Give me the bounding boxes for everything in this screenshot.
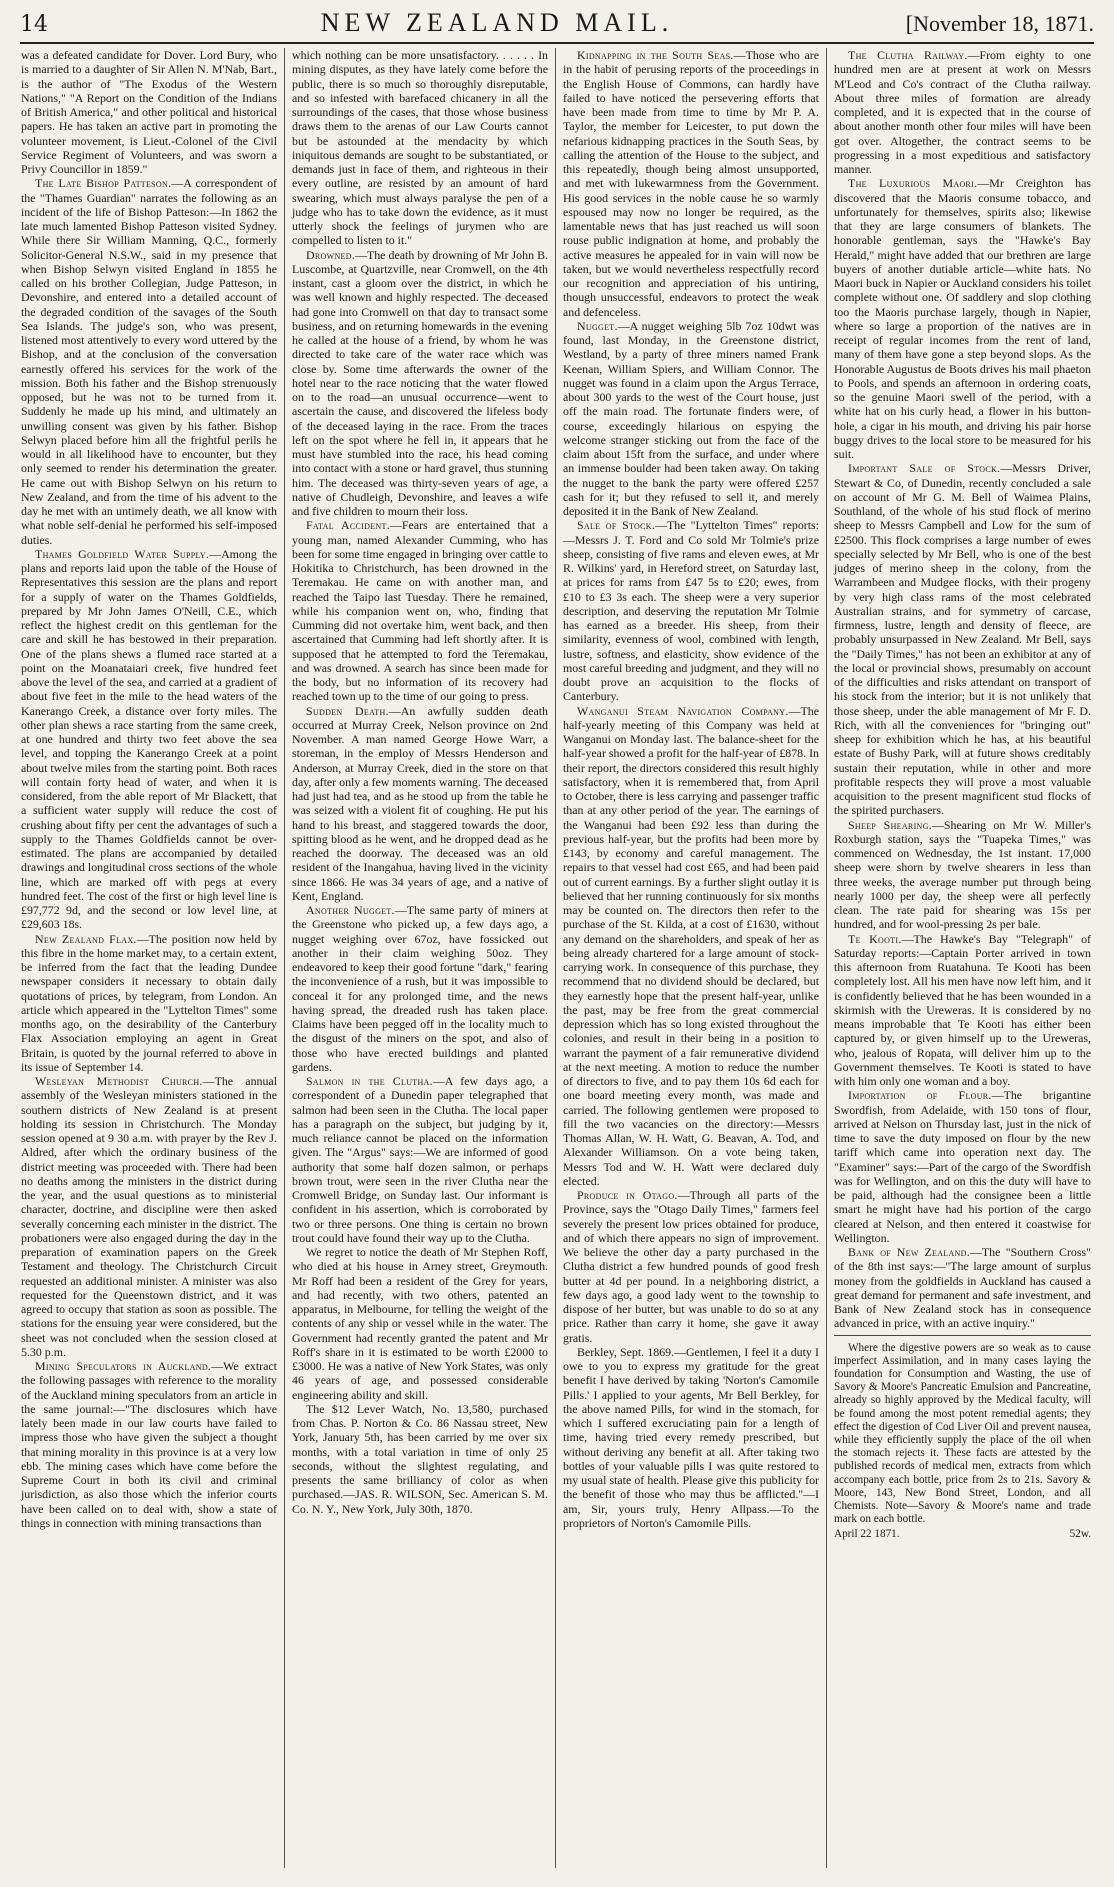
- column-4: [827, 48, 1098, 1868]
- article-body: —An awfully sudden death occurred at Murray Creek, Nelson province on 2nd November. A man named George Howe Warr, a storeman, in the employ of Messrs Henderson and Anderson, at Murray Creek, died in the store on that day, after only a few moments warning. The deceased had just had tea, and as he stood up from the table he was seized with a violent fit of coughing. He put his hand to his breast, and staggered towards the door, spitting blood as he went, and he dropped dead as he reached the doorway. The deceased was an old resident of the Inangahua, having lived in the vicinity since 1866. He was 34 years of age, and a native of Kent, England.: [292, 703, 548, 903]
- article-body: —We extract the following passages with reference to the morality of the Auckland mining speculators from an article in the same journal:—"The disclosures which have lately been made in our law courts have failed to impress those who have given the subject a thought that mining morality in this province is at a very low ebb. The mining cases which have come before the Supreme Court in both its civil and criminal jurisdiction, as also those which the inferior courts have been called on to deal with, show a state of things in connection with mining transactions than: [21, 1359, 277, 1530]
- article-heading: The Luxurious Maori.: [848, 176, 978, 191]
- article-heading: The Late Bishop Patteson.: [35, 176, 172, 191]
- article-wanganui-steam: [563, 704, 819, 1189]
- advert-footer: [834, 1528, 1091, 1541]
- article-water-supply: [21, 547, 277, 932]
- article-wesleyan: [21, 1074, 277, 1359]
- column-1: [14, 48, 285, 1868]
- issue-date: [November 18, 1871.: [905, 11, 1094, 36]
- article-heading: Bank of New Zealand.: [848, 1245, 970, 1259]
- article-heading: Sudden Death.: [306, 703, 389, 718]
- column-2: [285, 48, 556, 1868]
- advert-camomile-pills: Berkley, Sept. 1869.—Gentlemen, I feel it a duty I owe to you to express my gratitude for the great benefit I have derived by taking 'Norton's Camomile Pills.' I applied to your agents, Mr Bell Berkley, for the above named Pills, for wind in the stomach, for which I suffered excruciating pain for a length of time, having tried every remedy prescribed, but without deriving any benefit at all. After taking two bottles of your valuable pills I was quite restored to my usual state of health. Please give this publicity for the benefit of those who may thus be afflicted."—I am, Sir, yours truly, Henry Allpass.—To the proprietors of Norton's Camomile Pills.: [563, 1344, 819, 1530]
- article-body: —A few days ago, a correspondent of a Dunedin paper telegraphed that salmon had been seen in the Clutha. The local paper has a paragraph on the subject, but judging by it, much reliance cannot be placed on the information given. The "Argus" says:—We are informed of good authority that some half dozen salmon, or perhaps brown trout, were seen in the river Clutha near the Cromwell Bridge, on Sunday last. Our informant is confident in his assertion, which is corroborated by two or three persons. One thing is certain no brown trout could have found their way up to the Clutha.: [292, 1074, 548, 1245]
- article-drowned: [292, 248, 548, 519]
- article-heading: Wanganui Steam Navigation Company.: [577, 703, 789, 718]
- article-heading: Importation of Flour.: [848, 1088, 992, 1103]
- article-flour-import: [834, 1088, 1091, 1245]
- article-bank-nz: [834, 1245, 1091, 1331]
- article-luxurious-maori: [834, 176, 1091, 461]
- article-body: —A correspondent of the "Thames Guardian" narrates the following as an incident of the life of Bishop Patteson:—In 1862 the late much lamented Bishop Patteson visited Sydney. While there Sir William Manning, Q.C., formerly Solicitor-General N.S.W., said in my presence that when Bishop Selwyn visited England in 1855 he called on his brother Collegian, Judge Patteson, in Devonshire, and entered into a detailed account of the degraded condition of the savages of the South Sea Islands. The judge's son, who was present, listened most attentively to every word uttered by the Bishop, and at the conclusion of the conversation earnestly offered his services for the work of the mission. Both his father and the Bishop strenuously opposed, but he was not to be turned from it. Suddenly he made up his mind, and ultimately an unwilling consent was given by his father. Bishop Selwyn placed before him all the frightful perils he would in all likelihood have to encounter, but they only seemed to render his determination the greater. He came out with Bishop Selwyn on his return to New Zealand, and from the time of his advent to the day he met with an untimely death, we all know with what noble self-denial he performed his self-imposed duties.: [21, 176, 278, 547]
- article-important-sale: [834, 461, 1091, 817]
- article-body: —The brigantine Swordfish, from Adelaide, with 150 tons of flour, arrived at Nelson on Thursday last, just in the nick of time to save the duty imposed on flour by the new tariff which came into operation next day. The "Examiner" says:—Part of the cargo of the Swordfish was for Wellington, and on this the duty will have to be paid, although had the consignee been a little smart he might have had his portion of the cargo cleared at Nelson, and then entered it coastwise for Wellington.: [834, 1088, 1091, 1245]
- article-nugget: [563, 319, 819, 519]
- article-stephen-roff: We regret to notice the death of Mr Stephen Roff, who died at his house in Arney street, Greymouth. Mr Roff had been a resident of the Grey for years, and had recently, with two others, patented an apparatus, in Melbourne, for telling the weight of the contents of any ship or vessel while in the water. The Government had recently granted the patent and Mr Roff's share in it is estimated to be worth £2000 to £3000. He was a native of New York States, was only 46 years of age, and possessed considerable engineering ability and skill.: [292, 1245, 548, 1402]
- article-sale-of-stock: [563, 518, 819, 703]
- article-body: —The annual assembly of the Wesleyan ministers stationed in the southern districts of New Zealand is at present holding its session in Christchurch. The Monday session opened at 9 30 a.m. with prayer by the Rev J. Aldred, after which the ordinary business of the district meeting was proceeded with. There had been no deaths among the ministers in the district during the year, and the usual questions as to ministerial character, doctrine, and discipline were then asked severally concerning each minister in the district. The probationers were also engaged during the day in the preparation of examination papers on the Greek Testament and theology. The Christchurch Circuit requested an additional minister. A minister was also requested for the Queenstown district, and it was agreed to occupy that station as soon as possible. The stations for the ensuing year were considered, but the sheet was not concluded when the session closed at 5.30 p.m.: [21, 1074, 277, 1359]
- article-body: —The death by drowning of Mr John B. Luscombe, at Quartzville, near Cromwell, on the 4th instant, cast a gloom over the district, in which he was well known and highly respected. The deceased had gone into Cromwell on that day to transact some business, and on returning homewards in the evening he called at the house of a friend, by whom he was directed to take care of the water race which was close by. Some time afterwards the owner of the hotel near to the race noticing that the water flowed on to the road—an unusual occurrence—went to ascertain the cause, and discovered the lifeless body of the deceased laying in the race. From the traces left on the spot where he fell in, it appears that he must have stumbled into the race, his head coming into contact with a stone or hard gravel, thus stunning him. The deceased was thirty-seven years of age, a native of Chudleigh, Devonshire, and leaves a wife and five children to mourn their loss.: [292, 247, 548, 518]
- advert-savory-moore: [834, 1335, 1091, 1542]
- article-clutha-railway: [834, 48, 1091, 176]
- article-heading: Produce in Otago.: [577, 1188, 678, 1202]
- article-fatal-accident: [292, 518, 548, 703]
- article-bishop-patteson: [21, 176, 277, 547]
- article-heading: Important Sale of Stock.: [848, 461, 1001, 476]
- article-heading: Sheep Shearing.: [848, 817, 932, 832]
- article-heading: Wesleyan Methodist Church.: [35, 1074, 203, 1088]
- article-salmon: [292, 1074, 548, 1245]
- article-te-kooti: [834, 932, 1091, 1089]
- article-heading: Kidnapping in the South Seas.: [577, 48, 734, 62]
- article-heading: New Zealand Flax.: [35, 931, 137, 946]
- article-heading: Another Nugget.: [306, 903, 395, 917]
- article-heading: Mining Speculators in Auckland.: [35, 1359, 212, 1373]
- article-kidnapping: [563, 48, 819, 319]
- article-body: —Among the plans and reports laid upon the table of the House of Representatives this session are the plans and report for a supply of water on the Thames Goldfields, prepared by Mr John James O'Neill, C.E., which reflect the highest credit on this gentleman for the care and skill he has bestowed in their preparation. One of the plans shews a flumed race started at a point on the Moanataiari creek, five hundred feet above the level of the sea, and carried at a gradient of about five feet in the mile to the head waters of the Kanerango Creek, a distance over forty miles. The other plan shews a race starting from the same creek, at one hundred and thirty two feet above the sea level, and topping the Kanerango Creek at a point about twelve miles from the starting point. Both races will contain forty head of water, and when it is considered, from the able report of Mr Blackett, that a sufficient water supply will reduce the cost of crushing about fifty per cent the advantages of such a supply to the Thames Goldfields cannot be over-estimated. The plans are accompanied by detailed drawings and longitudinal cross sections of the whole line, which are marked off with pegs at every hundred feet. The cost of the first or high level line is £97,772 9d, and the second or low level line, at £29,603 18s.: [21, 546, 277, 932]
- article-heading: Sale of Stock.: [577, 518, 656, 533]
- advert-date: April 22 1871.: [834, 1528, 900, 1541]
- article-sudden-death: [292, 704, 548, 904]
- article-body: —The "Lyttelton Times" reports:—Messrs J. T. Ford and Co sold Mr Tolmie's prize sheep, consisting of five rams and eleven ewes, at Mr R. Wilkins' yard, in Hereford street, on Saturday last, at prices for rams from £47 5s to £20; ewes, from £10 to £3 3s each. The sheep were a very superior description, and deserving the reputation Mr Tolmie has earned as a breeder. His sheep, from their similarity, evenness of wool, combined with length, lustre, softness, and elasticity, show evidence of the most careful breeding and judgment, and they will no doubt prove an acquisition to the flocks of Canterbury.: [563, 518, 819, 704]
- article-heading: Nugget.: [577, 318, 618, 333]
- advert-code: 52w.: [1069, 1528, 1091, 1541]
- page-number: 14: [20, 12, 48, 37]
- column-3: [556, 48, 827, 1868]
- article-heading: Salmon in the Clutha.: [306, 1074, 433, 1088]
- article-body: —The "Southern Cross" of the 8th inst says:—"The large amount of surplus money from the goldfields in Auckland has caused a great demand for permanent and safe investment, and Bank of New Zealand stock has in consequence advanced in price, with an active inquiry.": [834, 1245, 1091, 1331]
- article-body: —The Hawke's Bay "Telegraph" of Saturday reports:—Captain Porter arrived in town this afternoon from Ruatahuna. Te Kooti has been completely lost. All his men have now left him, and it is confidently believed that he has been wounded in a skirmish with the Ureweras. It is considered by no means improbable that Te Kooti has either been captured by, or given himself up to the Ureweras, who, jealous of Ropata, will deliver him up to the Government themselves. Te Kooti is stated to have with him only one woman and a boy.: [834, 931, 1091, 1088]
- article-body: —Fears are entertained that a young man, named Alexander Cumming, who has been for some time engaged in bringing over cattle to Hokitika to Christchurch, has been drowned in the Teremakau. He came on with another man, and reached the Taipo last Tuesday. There he remained, while his companion went on, who, finding that Cumming did not overtake him, went back, and then ascertained that Cumming had left shortly after. It is supposed that he attempted to ford the Teremakau, and was drowned. A search has since been made for the body, but no information of its recovery had reached town up to the time of our going to press.: [292, 518, 548, 704]
- article-body: —The position now held by this fibre in the home market may, to a certain extent, be inferred from the fact that the leading Dundee newspaper considers it necessary to obtain daily quotations of prices, by telegram, from London. An article which appeared in the "Lyttelton Times" some months ago, on the desirability of the Canterbury Flax Association employing an agent in Great Britain, is quoted by the journal referred to above in its issue of September 14.: [21, 931, 277, 1074]
- article-body: —The same party of miners at the Greenstone who picked up, a few days ago, a nugget weighing over 67oz, have fossicked out another in their claim weighing 50oz. They endeavored to keep their good fortune "dark," fearing the inconvenience of a rush, but it was impossible to conceal it for any prolonged time, and the news having spread, the dreaded rush has taken place. Claims have been pegged off in the locality much to the disgust of the miners on the spot, and also of those who have erected buildings and planted gardens.: [292, 903, 548, 1074]
- article-body: —Messrs Driver, Stewart & Co, of Dunedin, recently concluded a sale on account of Mr G. M. Bell of Waimea Plains, Southland, of the whole of his stud flock of merino sheep to Messrs Campbell and Low for the sum of £2500. This flock comprises a large number of ewes specially selected by Mr Bell, who is one of the best judges of merino sheep in the colony, from the Warrambeen and Mudgee flocks, with their progeny by very high class rams of the most celebrated Australian strains, and for symmetry of carcase, firmness, lustre, length and density of fleece, are probably unsurpassed in New Zealand. Mr Bell, says the "Daily Times," has not been an exhibitor at any of the local or provincial shows, presumably on account of the difficulties and risks attendant on transport of his stock from the interior; but it is not unlikely that those sheep, under the able management of Mr F. D. Rich, with all the conveniences for "bringing out" sheep for exhibition which he has, at his beautiful estate of Bushy Park, will at future shows creditably sustain their reputation, while in other and more profitable respects they will prove a most valuable acquisition to the present magnificent stud flocks of the spirited purchasers.: [834, 461, 1091, 818]
- article-produce-otago: [563, 1188, 819, 1345]
- article-body: —Those who are in the habit of perusing reports of the proceedings in the English House of Commons, can hardly have failed to have noticed the persevering efforts that have been made from time to time by Mr P. A. Taylor, the member for Leicester, to put down the nefarious kidnapping practices in the South Seas, by calling the attention of the House to the subject, and this repeatedly, though being almost unsupported, and met with lukewarmness from the Government. His good services in the noble cause he so warmly espoused may now no longer be required, as the lamentable news that has just reached us will soon rouse public indignation at home, and probably the active measures he appealed for in vain will now be taken, but we would nevertheless respectfully record our recognition and appreciation of his untiring, though unsuccessful, endeavors to protect the weak and defenceless.: [563, 48, 819, 319]
- article-heading: Te Kooti.: [848, 931, 902, 946]
- article-sheep-shearing: [834, 818, 1091, 932]
- masthead: [20, 8, 1094, 44]
- article-heading: Drowned.: [306, 247, 356, 262]
- article-continuation: which nothing can be more unsatisfactory. . . . . . In mining disputes, as they have lately come before the public, there is so much so thoroughly disreputable, and so infested with barefaced chicanery in all the surroundings of the cases, that those whose business draws them to the arenas of our Law Courts cannot but be astounded at the mendacity by which iniquitous demands are sought to be substantiated, or demands just in face of them, and righteous in their every outline, are resisted by an amount of hard swearing, which must always paralyse the pen of a judge who has to take down the evidence, as it must utterly shock the feelings of jurymen who are compelled to listen to it.": [292, 48, 548, 248]
- article-mining-speculators: [21, 1359, 277, 1530]
- article-heading: Thames Goldfield Water Supply.: [35, 546, 210, 561]
- article-body: —The half-yearly meeting of this Company was held at Wanganui on Monday last. The balance-sheet for the half-year showed a profit for the half-year of £878. In their report, the directors considered this result highly satisfactory, when it is remembered that, from April to October, there is less carrying and passenger traffic than at any other period of the year. The earnings of the Wanganui had been £92 less than during the previous half-year, but the profits had been more by £143, by economy and careful management. The repairs to that vessel had cost £65, and had been paid out of current earnings. By a further slight outlay it is believed that her running continuously for six months may be counted on. The directors then refer to the purchase of the St. Kilda, at a cost of £1630, without any demand on the shareholders, and speak of her as being already chartered for a large amount of stock-carrying work. In consequence of this purchase, they recommend that no dividend should be declared, but they earnestly hope that the present half-year, unlike the past, may be free from the great commercial depression which has so long existed throughout the colonies, and result in their being in a position to warrant the payment of a fair remunerative dividend at the next meeting. A motion to reduce the number of directors to five, and to pay them 10s 6d each for one board meeting every month, was made and carried. The following gentlemen were proposed to fill the two vacancies on the directory:—Messrs Thomas Allan, W. H. Watt, G. Beavan, A. Tod, and Alexander Williamson. On a vote being taken, Messrs Tod and W. H. Watt were declared duly elected.: [563, 703, 819, 1188]
- article-body: —From eighty to one hundred men are at present at work on Messrs M'Leod and Co's contract of the Clutha railway. About three miles of formation are already completed, and it is expected that in the course of about another month other four miles will have been got over. Altogether, the contract seems to be progressing in a most expeditious and satisfactory manner.: [834, 48, 1092, 176]
- advert-lever-watch: The $12 Lever Watch, No. 13,580, purchased from Chas. P. Norton & Co. 86 Nassau street, New York, January 5th, has been carried by me over six months, with a total variation in time of only 25 seconds, without the slightest regulating, and presents the same brilliancy of color as when purchased.—JAS. R. WILSON, Sec. American S. M. Co. N. Y., New York, July 30th, 1870.: [292, 1401, 548, 1516]
- article-body: —A nugget weighing 5lb 7oz 10dwt was found, last Monday, in the Greenstone district, Westland, by a party of three miners named Frank Keenan, William Spiers, and William Connor. The nugget was found in a claim upon the Argus Terrace, about 300 yards to the west of the Court house, just off the main road. The fortunate finders were, of course, exceedingly hilarious on espying the welcome stranger sticking out from the face of the claim about 15ft from the surface, and under where an immense boulder had been taken away. On taking the nugget to the bank the party were offered £257 cash for it; but they refused to sell it, and merely deposited it in the Bank of New Zealand.: [563, 318, 819, 518]
- newspaper-title: NEW ZEALAND MAIL.: [320, 8, 674, 37]
- article-body: —Through all parts of the Province, says the "Otago Daily Times," farmers feel severely the present low prices obtained for produce, and of which there appears no sign of improvement. We believe the other day a party purchased in the Clutha district a few hundred pounds of good fresh butter at 4d per pound. In a neighboring district, a few days ago, a good lady went to the township to dispose of her butter, but was unable to do so at any price. Rather than carry it home, she gave it away gratis.: [563, 1188, 819, 1345]
- article-body: —Shearing on Mr W. Miller's Roxburgh station, says the "Tuapeka Times," was commenced on Wednesday, the 1st instant. 17,000 sheep were shorn by twelve shearers in less than three weeks, the average number put through being nearly 1000 per day, the sheep were all perfectly clean. The rate paid for shearing was 15s per hundred, and for wool-pressing 2s per bale.: [834, 817, 1091, 932]
- article-body: —Mr Creighton has discovered that the Maoris consume tobacco, and unfortunately for themselves, spirits also; likewise that they are large consumers of blankets. The honorable gentleman, says the "Hawke's Bay Herald," might have added that our brethren are large buyers of another dutiable article—white hats. No Maori buck in Napier or Auckland considers his toilet complete without one. Of saddlery and slop clothing too the Maoris purchase largely, though in Napier, where so large a proportion of the natives are in receipt of regular incomes from the rent of land, many of them have gone a step beyond slops. As the Honorable Augustus de Boots drives his mail phaeton to Pools, and spends an afternoon in ordering coats, so the genuine Maori swell of the period, with a white hat on his curly head, a flower in his button-hole, a cigar in his mouth, and driving his pair horse buggy drives to the local store to be measured for his suit.: [834, 176, 1092, 461]
- article-columns: [14, 48, 1100, 1868]
- advert-text: Where the digestive powers are so weak as to cause imperfect Assimilation, and in many cases laying the foundation for Consumption and Wasting, the use of Savory & Moore's Pancreatic Emulsion and Pancreatine, already so highly approved by the Medical faculty, will be found among the most potent remedial agents; they effect the digestion of Cod Liver Oil and prevent nausea, while they efficiently supply the place of the oil when the stomach rejects it. These facts are attested by the published records of medical men, extracts from which accompany each bottle, price from 2s to 21s. Savory & Moore, 143, New Bond Street, London, and all Chemists. Note—Savory & Moore's name and trade mark on each bottle.: [834, 1341, 1091, 1526]
- article-heading: The Clutha Railway.: [848, 48, 968, 62]
- article-continuation: was a defeated candidate for Dover. Lord Bury, who is married to a daughter of Sir Allen N. M'Nab, Bart., is the author of "The Exodus of the Western Nations," "A Report on the Condition of the Indians of British America," and other political and historical papers. He has taken an active part in promoting the volunteer movement, is Lieut.-Colonel of the Civil Service Regiment of Volunteers, and was sworn a Privy Councillor in 1859.": [21, 48, 277, 176]
- article-another-nugget: [292, 903, 548, 1074]
- article-flax: [21, 932, 277, 1075]
- article-heading: Fatal Accident.: [306, 518, 390, 533]
